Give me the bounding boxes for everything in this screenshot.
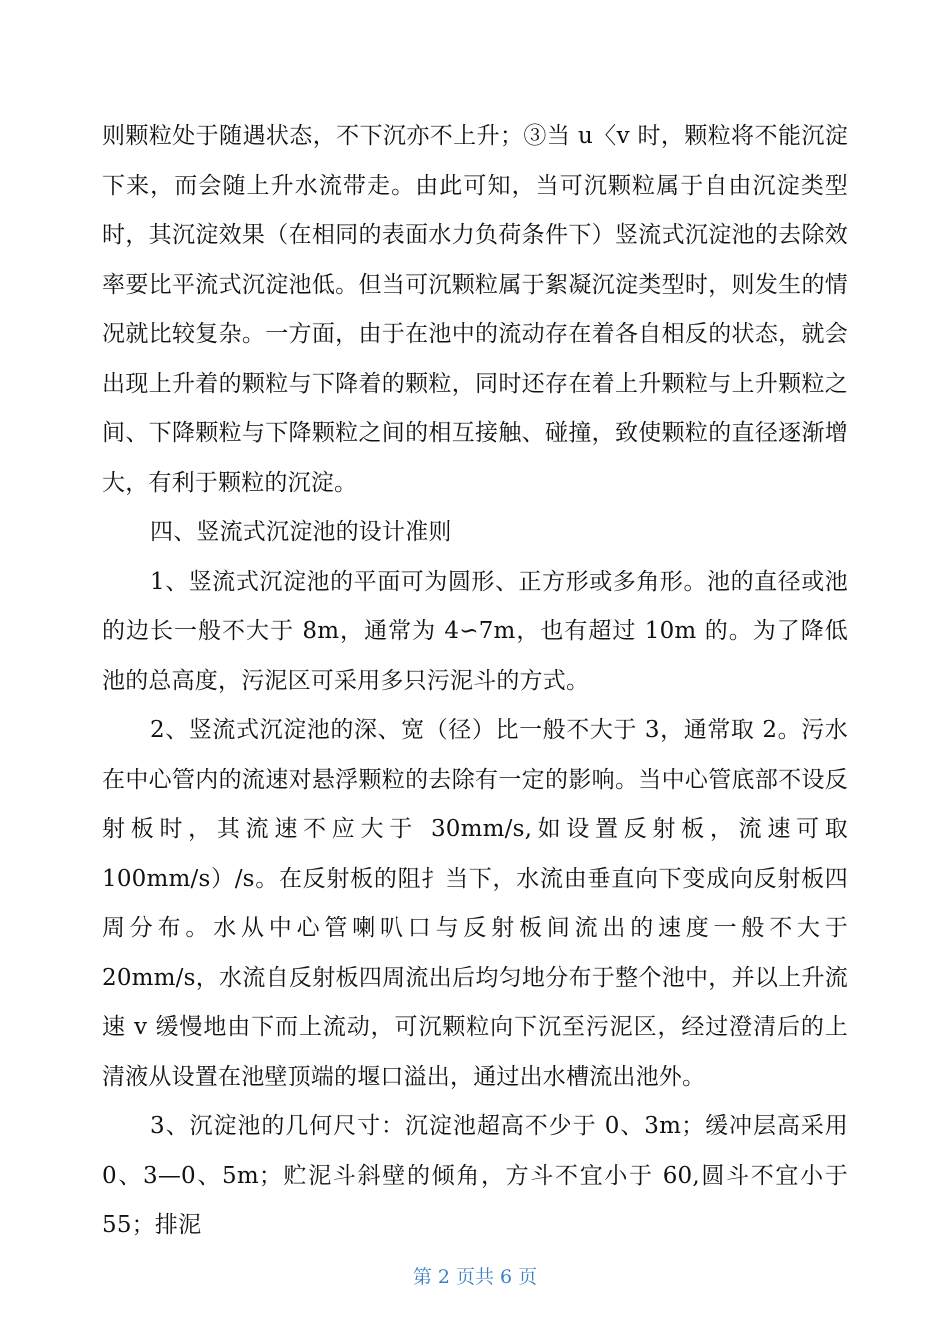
page-number-footer: 第 2 页共 6 页 [412, 1266, 538, 1288]
document-body [102, 112, 848, 1251]
paragraph-criterion-2: 2、竖流式沉淀池的深、宽（径）比一般不大于 3，通常取 2。污水在中心管内的流速对悬浮颗粒的去除有一定的影响。当中心管底部不设反射板时，其流速不应大于 30mm/s,如设置反射板，流速可取 100mm/s）/s。在反射板的阻扌当下，水流由垂直向下变成向反射板四周分布。水从中心管喇叭口与反射板间流出的速度一般不大于 20mm/s，水流自反射板四周流出后均匀地分布于整个池中，并以上升流速 v 缓慢地由下而上流动，可沉颗粒向下沉至污泥区，经过澄清后的上清液从设置在池壁顶端的堰口溢出，通过出水槽流出池外。 [102, 717, 848, 1090]
paragraph-criterion-1: 1、竖流式沉淀池的平面可为圆形、正方形或多角形。池的直径或池的边长一般不大于 8m，通常为 4∽7m，也有超过 10m 的。为了降低池的总高度，污泥区可采用多只污泥斗的方式。 [102, 568, 848, 694]
section-heading-design-criteria: 四、竖流式沉淀池的设计准则 [150, 519, 452, 545]
paragraph-settling-comparison: 则颗粒处于随遇状态，不下沉亦不上升；③当 u〈v 时，颗粒将不能沉淀下来，而会随上升水流带走。由此可知，当可沉颗粒属于自由沉淀类型时，其沉淀效果（在相同的表面水力负荷条件下）竖流式沉淀池的去除效率要比平流式沉淀池低。但当可沉颗粒属于絮凝沉淀类型时，则发生的情况就比较复杂。一方面，由于在池中的流动存在着各自相反的状态，就会出现上升着的颗粒与下降着的颗粒，同时还存在着上升颗粒与上升颗粒之间、下降颗粒与下降颗粒之间的相互接触、碰撞，致使颗粒的直径逐渐增大，有利于颗粒的沉淀。 [102, 123, 848, 496]
paragraph-criterion-3: 3、沉淀池的几何尺寸：沉淀池超高不少于 0、3m；缓冲层高采用 0、3—0、5m；贮泥斗斜壁的倾角，方斗不宜小于 60,圆斗不宜小于 55；排泥 [102, 1113, 848, 1238]
